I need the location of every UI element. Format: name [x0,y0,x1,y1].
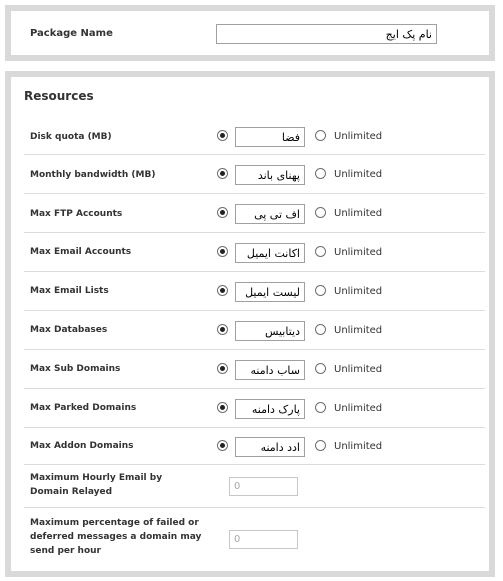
bandwidth-input[interactable]: پهنای باند [235,165,305,185]
hourly-email-label: Maximum Hourly Email by Domain Relayed [30,473,163,497]
addon-domains-unlimited-label: Unlimited [334,441,383,452]
sub-domains-label: Max Sub Domains [30,364,121,374]
bandwidth-label: Monthly bandwidth (MB) [30,170,156,180]
email-accounts-limit-radio[interactable] [217,246,228,257]
bandwidth-unlimited-label: Unlimited [334,169,383,180]
failed-messages-input[interactable]: 0 [229,530,298,549]
email-lists-unlimited-label: Unlimited [334,286,383,297]
ftp-accounts-input[interactable]: اف تی پی [235,204,305,224]
parked-domains-label: Max Parked Domains [30,403,137,413]
databases-unlimited-label: Unlimited [334,325,383,336]
email-lists-unlimited-radio[interactable] [315,285,326,296]
ftp-accounts-unlimited-radio[interactable] [315,207,326,218]
addon-domains-label: Max Addon Domains [30,441,134,451]
resource-row-disk-quota [24,117,485,155]
addon-domains-input[interactable]: ادد دامنه [235,437,305,457]
resource-row-failed-messages [24,508,485,568]
parked-domains-limit-radio[interactable] [217,402,228,413]
email-lists-input[interactable]: لیست ایمیل [235,282,305,302]
disk-quota-input[interactable]: فضا [235,127,305,147]
hourly-email-input[interactable]: 0 [229,477,298,496]
bandwidth-unlimited-radio[interactable] [315,168,326,179]
resource-row-ftp [24,194,485,233]
email-accounts-unlimited-label: Unlimited [334,247,383,258]
disk-quota-limit-radio[interactable] [217,130,228,141]
sub-domains-unlimited-label: Unlimited [334,364,383,375]
email-accounts-label: Max Email Accounts [30,247,132,257]
disk-quota-unlimited-label: Unlimited [334,131,383,142]
resources-panel [5,71,495,577]
resource-row-email-lists [24,272,485,311]
ftp-accounts-limit-radio[interactable] [217,207,228,218]
databases-input[interactable]: دیتابیس [235,321,305,341]
resource-row-addon-domains [24,428,485,465]
package-name-input[interactable]: نام پک ایج [216,24,437,44]
sub-domains-unlimited-radio[interactable] [315,363,326,374]
resources-title: Resources [24,89,94,103]
databases-limit-radio[interactable] [217,324,228,335]
email-accounts-unlimited-radio[interactable] [315,246,326,257]
email-lists-limit-radio[interactable] [217,285,228,296]
databases-label: Max Databases [30,325,108,335]
ftp-accounts-unlimited-label: Unlimited [334,208,383,219]
addon-domains-limit-radio[interactable] [217,440,228,451]
resource-row-sub-domains [24,350,485,389]
sub-domains-input[interactable]: ساب دامنه [235,360,305,380]
addon-domains-unlimited-radio[interactable] [315,440,326,451]
resource-row-email-accounts [24,233,485,272]
disk-quota-unlimited-radio[interactable] [315,130,326,141]
resource-row-databases [24,311,485,350]
package-name-label: Package Name [30,28,113,39]
resource-row-parked-domains [24,389,485,428]
parked-domains-input[interactable]: پارک دامنه [235,399,305,419]
package-name-panel [5,5,495,61]
sub-domains-limit-radio[interactable] [217,363,228,374]
disk-quota-label: Disk quota (MB) [30,132,112,142]
parked-domains-unlimited-label: Unlimited [334,403,383,414]
databases-unlimited-radio[interactable] [315,324,326,335]
email-lists-label: Max Email Lists [30,286,109,296]
ftp-accounts-label: Max FTP Accounts [30,209,123,219]
resource-row-bandwidth [24,155,485,194]
email-accounts-input[interactable]: اکانت ایمیل [235,243,305,263]
failed-messages-label: Maximum percentage of failed or deferred messages a domain may send per hour [30,518,202,556]
resource-row-hourly-email [24,465,485,508]
bandwidth-limit-radio[interactable] [217,168,228,179]
parked-domains-unlimited-radio[interactable] [315,402,326,413]
